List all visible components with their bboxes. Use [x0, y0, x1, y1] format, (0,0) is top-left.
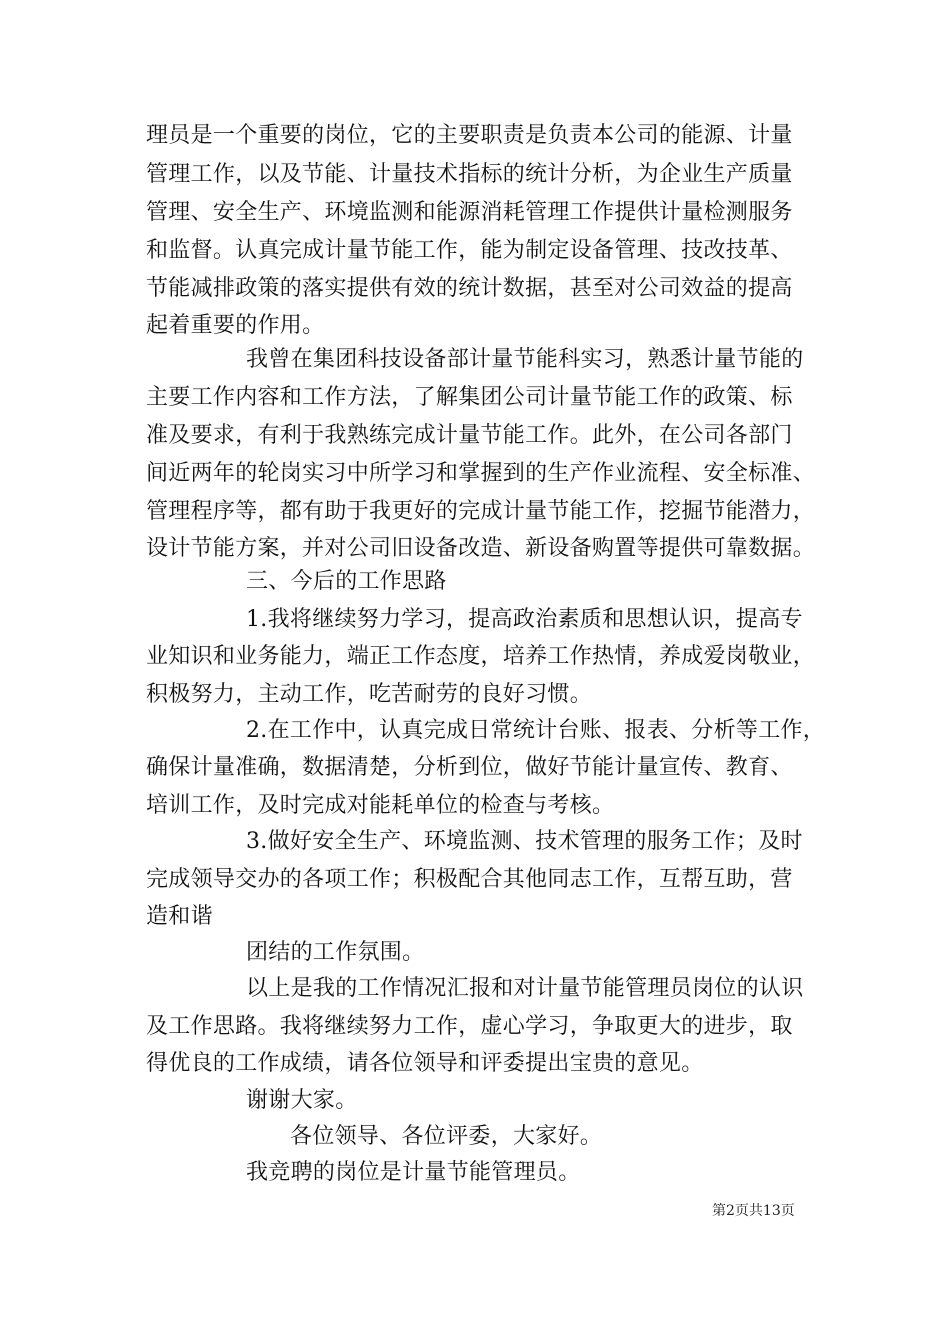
page-number: 第2页共13页 — [712, 1203, 795, 1219]
text-line: 造和谐 — [146, 904, 213, 929]
text-line: 管理程序等，都有助于我更好的完成计量节能工作，挖掘节能潜力， — [146, 499, 816, 524]
text-line: 各位领导、各位评委，大家好。 — [290, 1124, 603, 1149]
text-line: 得优良的工作成绩，请各位领导和评委提出宝贵的意见。 — [146, 1051, 704, 1076]
text-line: 积极努力，主动工作，吃苦耐劳的良好习惯。 — [146, 682, 593, 707]
text-line: 节能减排政策的落实提供有效的统计数据，甚至对公司效益的提高 — [146, 276, 793, 301]
text-line: 2.在工作中，认真完成日常统计台账、报表、分析等工作， — [246, 718, 826, 743]
text-line: 确保计量准确，数据清楚，分析到位，做好节能计量宣传、教育、 — [146, 755, 793, 780]
text-line: 起着重要的作用。 — [146, 313, 325, 338]
text-line: 团结的工作氛围。 — [246, 940, 425, 965]
section-heading: 三、今后的工作思路 — [246, 569, 447, 594]
text-line: 谢谢大家。 — [246, 1088, 358, 1113]
text-line: 我竞聘的岗位是计量节能管理员。 — [246, 1160, 581, 1185]
text-line: 主要工作内容和工作方法，了解集团公司计量节能工作的政策、标 — [146, 385, 793, 410]
text-line: 业知识和业务能力，端正工作态度，培养工作热情，养成爱岗敬业， — [146, 644, 816, 669]
text-line: 1.我将继续努力学习，提高政治素质和思想认识，提高专 — [246, 607, 803, 632]
text-line: 和监督。认真完成计量节能工作，能为制定设备管理、技改技革、 — [146, 238, 793, 263]
text-line: 设计节能方案，并对公司旧设备改造、新设备购置等提供可靠数据。 — [146, 536, 816, 561]
text-line: 及工作思路。我将继续努力工作，虚心学习，争取更大的进步，取 — [146, 1014, 793, 1039]
text-line: 完成领导交办的各项工作；积极配合其他同志工作，互帮互助，营 — [146, 867, 793, 892]
text-line: 准及要求，有利于我熟练完成计量节能工作。此外，在公司各部门 — [146, 423, 793, 448]
text-line: 理员是一个重要的岗位，它的主要职责是负责本公司的能源、计量 — [146, 123, 793, 148]
text-line: 管理、安全生产、环境监测和能源消耗管理工作提供计量检测服务 — [146, 200, 793, 225]
text-line: 管理工作，以及节能、计量技术指标的统计分析，为企业生产质量 — [146, 162, 793, 187]
text-line: 培训工作，及时完成对能耗单位的检查与考核。 — [146, 793, 615, 818]
text-line: 间近两年的轮岗实习中所学习和掌握到的生产作业流程、安全标准、 — [146, 461, 816, 486]
text-line: 我曾在集团科技设备部计量节能科实习，熟悉计量节能的 — [246, 347, 804, 372]
text-line: 以上是我的工作情况汇报和对计量节能管理员岗位的认识 — [246, 976, 804, 1001]
text-line: 3.做好安全生产、环境监测、技术管理的服务工作；及时 — [246, 829, 803, 854]
